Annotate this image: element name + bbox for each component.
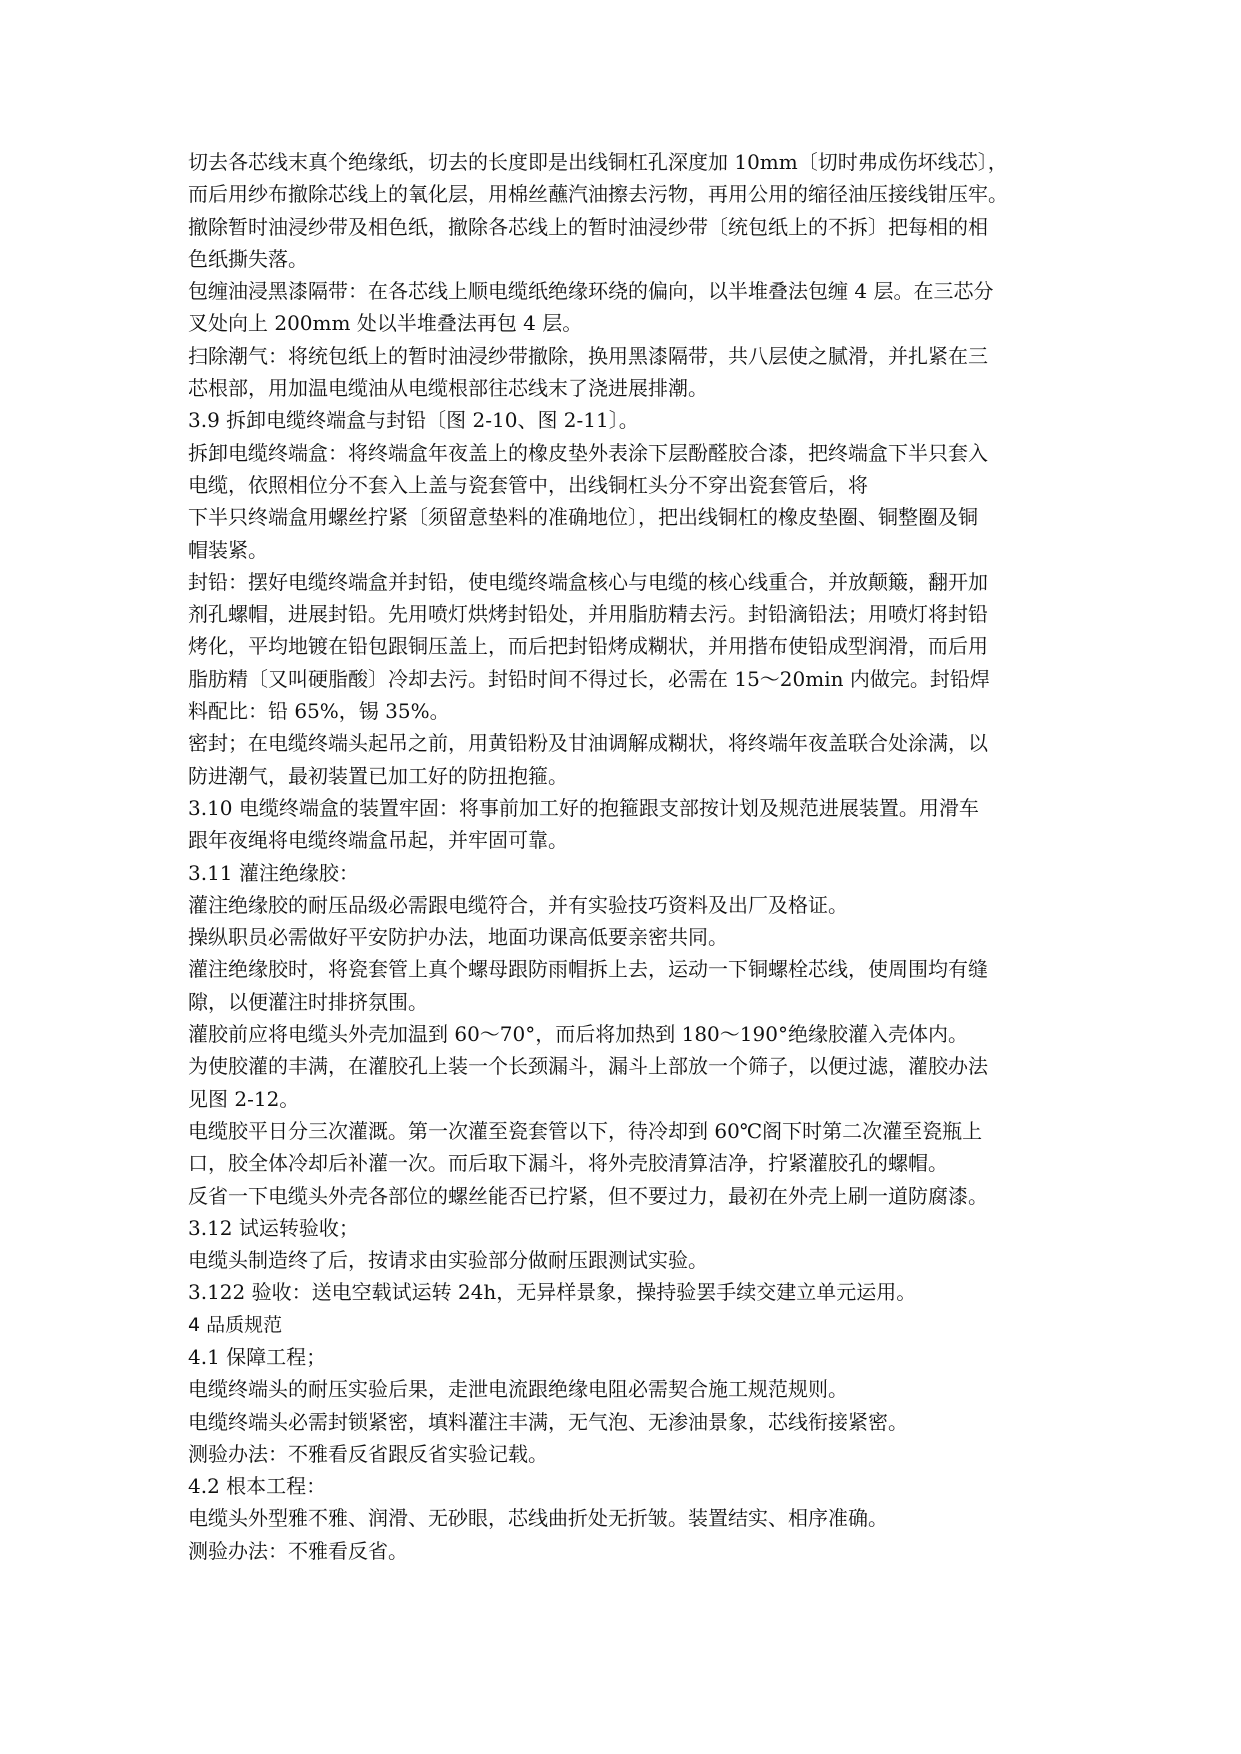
chapter-heading: 4 品质规范 [188,1313,283,1336]
text-line: 包缠油浸黑漆隔带：在各芯线上顺电缆纸绝缘环绕的偏向，以半堆叠法包缠 4 层。在三芯分 [188,279,994,304]
text-line: 口，胶全体冷却后补灌一次。而后取下漏斗，将外壳胶清算洁净，拧紧灌胶孔的螺帽。 [188,1151,948,1176]
text-line: 剂孔螺帽，进展封铅。先用喷灯烘烤封铅处，并用脂肪精去污。封铅滴铅法；用喷灯将封铅 [188,602,988,627]
section-heading: 3.12 试运转验收； [188,1215,359,1240]
text-line: 封铅：摆好电缆终端盒并封铅，使电缆终端盒核心与电缆的核心线重合，并放颠簸，翻开加 [188,569,988,594]
text-line: 料配比：铅 65%，锡 35%。 [188,699,450,724]
text-line: 电缆终端头的耐压实验后果，走泄电流跟绝缘电阻必需契合施工规范规则。 [188,1377,848,1402]
text-line: 灌注绝缘胶时，将瓷套管上真个螺母跟防雨帽拆上去，运动一下铜螺栓芯线，使周围均有缝 [188,957,988,982]
text-line: 测验办法：不雅看反省。 [188,1538,408,1563]
text-line: 拆卸电缆终端盒：将终端盒年夜盖上的橡皮垫外表涂下层酚醛胶合漆，把终端盒下半只套入 [188,440,988,465]
text-line: 烤化，平均地镀在铅包跟铜压盖上，而后把封铅烤成糊状，并用揩布使铅成型润滑，而后用 [188,634,988,659]
text-line: 扫除潮气：将统包纸上的暂时油浸纱带撤除，换用黑漆隔带，共八层使之腻滑，并扎紧在三 [188,343,988,368]
section-heading: 3.9 拆卸电缆终端盒与封铅〔图 2-10、图 2-11〕。 [188,408,639,433]
section-heading: 3.11 灌注绝缘胶： [188,860,359,885]
text-line: 见图 2-12。 [188,1086,300,1111]
text-line: 3.122 验收：送电空载试运转 24h，无异样景象，操持验罢手续交建立单元运用。 [188,1280,917,1305]
text-line: 灌胶前应将电缆头外壳加温到 60～70°，而后将加热到 180～190°绝缘胶灌入壳体内。 [188,1022,968,1047]
text-line: 测验办法：不雅看反省跟反省实验记载。 [188,1441,548,1466]
text-line: 操纵职员必需做好平安防护办法，地面功课高低要亲密共同。 [188,925,728,950]
section-heading: 4.1 保障工程； [188,1344,327,1369]
text-line: 芯根部，用加温电缆油从电缆根部往芯线末了浇进展排潮。 [188,376,708,401]
text-line: 灌注绝缘胶的耐压品级必需跟电缆符合，并有实验技巧资料及出厂及格证。 [188,892,848,917]
text-line: 叉处向上 200mm 处以半堆叠法再包 4 层。 [188,311,583,336]
text-line: 色纸撕失落。 [188,246,308,271]
text-line: 隙，以便灌注时排挤氛围。 [188,989,428,1014]
text-line: 反省一下电缆头外壳各部位的螺丝能否已拧紧，但不要过力，最初在外壳上刷一道防腐漆。 [188,1183,988,1208]
text-line: 下半只终端盒用螺丝拧紧〔须留意垫料的准确地位〕，把出线铜杠的橡皮垫圈、铜整圈及铜 [188,505,978,530]
text-line: 帽装紧。 [188,537,268,562]
section-heading: 4.2 根本工程： [188,1474,327,1499]
text-line: 密封；在电缆终端头起吊之前，用黄铅粉及甘油调解成糊状，将终端年夜盖联合处涂满，以 [188,731,988,756]
text-line: 跟年夜绳将电缆终端盒吊起，并牢固可靠。 [188,828,568,853]
text-line: 电缆终端头必需封锁紧密，填料灌注丰满，无气泡、无渗油景象，芯线衔接紧密。 [188,1409,908,1434]
text-line: 电缆头制造终了后，按请求由实验部分做耐压跟测试实验。 [188,1248,708,1273]
text-line: 防进潮气，最初装置已加工好的防扭抱箍。 [188,763,568,788]
text-line: 电缆胶平日分三次灌溉。第一次灌至瓷套管以下，待冷却到 60℃阁下时第二次灌至瓷瓶上 [188,1118,983,1143]
text-line: 脂肪精〔又叫硬脂酸〕冷却去污。封铅时间不得过长，必需在 15～20min 内做完。封铅焊 [188,666,990,691]
document-body [188,146,1058,1567]
text-line: 为使胶灌的丰满，在灌胶孔上装一个长颈漏斗，漏斗上部放一个筛子，以便过滤，灌胶办法 [188,1054,988,1079]
text-line: 切去各芯线末真个绝缘纸，切去的长度即是出线铜杠孔深度加 10mm〔切时弗成伤坏线芯〕， [188,150,1008,174]
text-line: 电缆头外型雅不雅、润滑、无砂眼，芯线曲折处无折皱。装置结实、相序准确。 [188,1506,888,1531]
text-line: 电缆，依照相位分不套入上盖与瓷套管中，出线铜杠头分不穿出瓷套管后，将 [188,472,868,497]
text-line: 而后用纱布撤除芯线上的氧化层，用棉丝蘸汽油擦去污物，再用公用的缩径油压接线钳压牢。 [188,182,1008,207]
section-heading: 3.10 电缆终端盒的装置牢固：将事前加工好的抱箍跟支部按计划及规范进展装置。用滑车 [188,795,979,820]
text-line: 撤除暂时油浸纱带及相色纸，撤除各芯线上的暂时油浸纱带〔统包纸上的不拆〕把每相的相 [188,214,988,239]
